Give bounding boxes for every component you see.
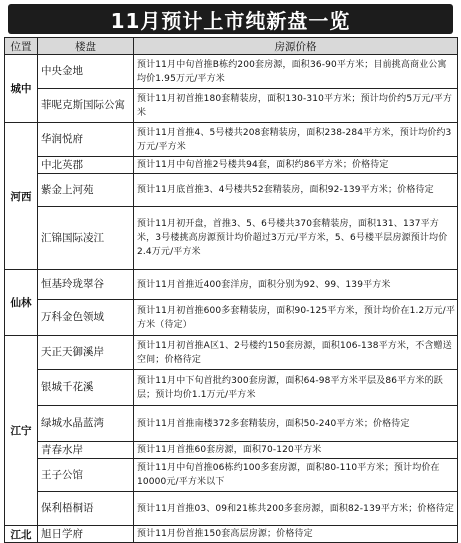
project-name: 汇锦国际凌江 bbox=[38, 207, 134, 270]
header-info: 房源价格 bbox=[134, 38, 458, 55]
project-info: 预计11月首推4、5号楼共208套精装房，面积238-284平方米，预计均价约3万元/平方米 bbox=[134, 123, 458, 157]
project-info: 预计11月中下旬首批约300套房源，面积64-98平方米平层及86平方米的跃层；预计均价1.1万元/平方米 bbox=[134, 370, 458, 406]
project-info: 预计11月底首推3、4号楼共52套精装房，面积92-139平方米；价格待定 bbox=[134, 174, 458, 207]
project-info: 预计11月首推60套房源，面积70-120平方米 bbox=[134, 442, 458, 459]
project-info: 预计11月首推近400套洋房，面积分别为92、99、139平方米 bbox=[134, 270, 458, 300]
location-cell: 江宁 bbox=[5, 336, 38, 526]
header-location: 位置 bbox=[5, 38, 38, 55]
project-name: 旭日学府 bbox=[38, 526, 134, 543]
location-cell: 仙林 bbox=[5, 270, 38, 336]
page-title: 11月预计上市纯新盘一览 bbox=[8, 4, 453, 34]
project-name: 青春水岸 bbox=[38, 442, 134, 459]
project-name: 恒基玲珑翠谷 bbox=[38, 270, 134, 300]
project-name: 王子公馆 bbox=[38, 459, 134, 492]
project-name: 中北英郡 bbox=[38, 157, 134, 174]
project-name: 菲呢克斯国际公寓 bbox=[38, 89, 134, 123]
project-info: 预计11月中旬首推2号楼共94套，面积约86平方米；价格待定 bbox=[134, 157, 458, 174]
listing-table bbox=[4, 37, 458, 543]
table-row bbox=[5, 459, 458, 492]
table-row bbox=[5, 89, 458, 123]
table-row bbox=[5, 55, 458, 89]
project-name: 紫金上河苑 bbox=[38, 174, 134, 207]
table-row bbox=[5, 270, 458, 300]
table-row bbox=[5, 207, 458, 270]
project-info: 预计11月首推南楼372多套精装房，面积50-240平方米；价格待定 bbox=[134, 406, 458, 442]
table-header-row bbox=[5, 38, 458, 55]
project-info: 预计11月中旬首推06栋约100多套房源，面积80-110平方米；预计均价在10000元/平方米以下 bbox=[134, 459, 458, 492]
header-project: 楼盘 bbox=[38, 38, 134, 55]
table-row bbox=[5, 442, 458, 459]
project-name: 保利梧桐语 bbox=[38, 492, 134, 526]
project-info: 预计11月初开盘，首推3、5、6号楼共370套精装房，面积131、137平方米，3号楼挑高房源预计均价超过3万元/平方米，5、6号楼平层房源预计均价2.4万元/平方米 bbox=[134, 207, 458, 270]
project-name: 绿城水晶蓝湾 bbox=[38, 406, 134, 442]
table-row bbox=[5, 157, 458, 174]
project-name: 华润悦府 bbox=[38, 123, 134, 157]
table-row bbox=[5, 370, 458, 406]
table-row bbox=[5, 492, 458, 526]
project-name: 中央金地 bbox=[38, 55, 134, 89]
project-info: 预计11月初首推180套精装房，面积130-310平方米；预计均价约5万元/平方米 bbox=[134, 89, 458, 123]
project-info: 预计11月中旬首推B栋约200套房源，面积36-90平方米；目前挑高商业公寓均价1.95万元/平方米 bbox=[134, 55, 458, 89]
table-row bbox=[5, 406, 458, 442]
table-row bbox=[5, 123, 458, 157]
location-cell: 城中 bbox=[5, 55, 38, 123]
table-row bbox=[5, 300, 458, 336]
table-row bbox=[5, 336, 458, 370]
project-info: 预计11月份首推150套高层房源；价格待定 bbox=[134, 526, 458, 543]
table-row bbox=[5, 174, 458, 207]
project-info: 预计11月初首推600多套精装房，面积90-125平方米，预计均价在1.2万元/平方米（待定） bbox=[134, 300, 458, 336]
table-row bbox=[5, 526, 458, 543]
location-cell: 河西 bbox=[5, 123, 38, 270]
location-cell: 江北 bbox=[5, 526, 38, 543]
project-name: 天正天御溪岸 bbox=[38, 336, 134, 370]
project-info: 预计11月首推03、09和21栋共200多套房源，面积82-139平方米；价格待定 bbox=[134, 492, 458, 526]
project-name: 万科金色领域 bbox=[38, 300, 134, 336]
project-name: 银城千花溪 bbox=[38, 370, 134, 406]
project-info: 预计11月初首推A区1、2号楼约150套房源，面积106-138平方米，不含赠送空间；价格待定 bbox=[134, 336, 458, 370]
